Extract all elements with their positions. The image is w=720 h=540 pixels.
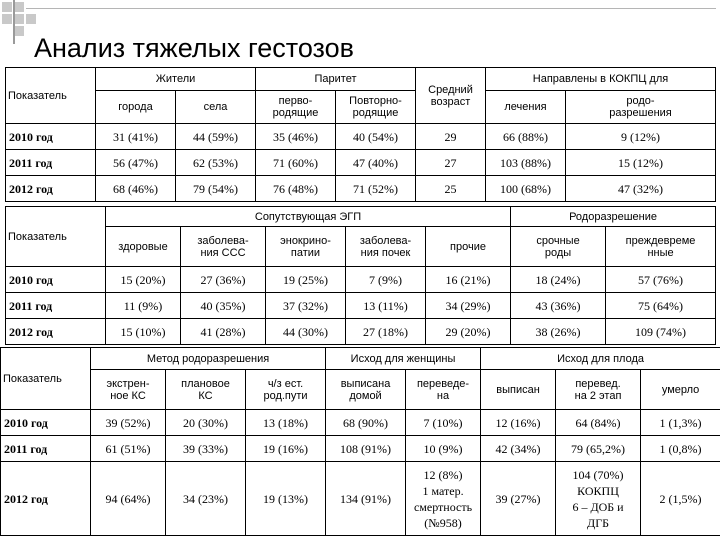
table-cell: 103 (88%): [486, 150, 566, 176]
table-cell: 71 (52%): [336, 176, 416, 202]
table3-group-maternal-outcome: Исход для женщины: [326, 348, 481, 370]
table-cell: 104 (70%) КОКПЦ 6 – ДОБ и ДГБ: [556, 462, 641, 536]
table-cell: 94 (64%): [91, 462, 166, 536]
row-label: 2010 год: [6, 267, 106, 293]
table-cell: 19 (16%): [246, 436, 326, 462]
table-cell: 37 (32%): [266, 293, 346, 319]
table-cell: 15 (10%): [106, 319, 181, 345]
table-cell: 13 (11%): [346, 293, 426, 319]
table2-subheader: преждевреме нные: [606, 227, 716, 267]
table-cell: 34 (29%): [426, 293, 511, 319]
table3-group-fetal-outcome: Исход для плода: [481, 348, 720, 370]
table3-subheader: выписан: [481, 370, 556, 410]
row-label: 2011 год: [6, 150, 96, 176]
table-cell: 16 (21%): [426, 267, 511, 293]
table-cell: 35 (46%): [256, 124, 336, 150]
table1-subheader: города: [96, 91, 176, 124]
table2-group-comorbidity: Сопутствующая ЭГП: [106, 207, 511, 227]
table3-subheader: переведе- на: [406, 370, 481, 410]
table3-label-header: Показатель: [1, 348, 91, 410]
table-cell: 39 (27%): [481, 462, 556, 536]
table-cell: 43 (36%): [511, 293, 606, 319]
table-cell: 39 (33%): [166, 436, 246, 462]
table-cell: 68 (46%): [96, 176, 176, 202]
table-row: [6, 124, 716, 150]
table3-subheader: умерло: [641, 370, 720, 410]
table3-subheader: перевед. на 2 этап: [556, 370, 641, 410]
table-cell: 47 (32%): [566, 176, 716, 202]
table-cell: 27 (18%): [346, 319, 426, 345]
table-cell: 31 (41%): [96, 124, 176, 150]
table-cell: 62 (53%): [176, 150, 256, 176]
table1-group-residents: Жители: [96, 68, 256, 91]
table-cell: 56 (47%): [96, 150, 176, 176]
table-cell: 15 (20%): [106, 267, 181, 293]
table3-subheader: выписана домой: [326, 370, 406, 410]
table-cell: 29 (20%): [426, 319, 511, 345]
table-cell: 15 (12%): [566, 150, 716, 176]
decor-horizontal-line: [26, 8, 716, 9]
table2-subheader: прочие: [426, 227, 511, 267]
table1-group-referred: Направлены в КОКПЦ для: [486, 68, 716, 91]
table-cell: 100 (68%): [486, 176, 566, 202]
row-label: 2011 год: [1, 436, 91, 462]
row-label: 2011 год: [6, 293, 106, 319]
table-cell: 42 (34%): [481, 436, 556, 462]
table3-subheader: экстрен- ное КС: [91, 370, 166, 410]
table1-group-parity: Паритет: [256, 68, 416, 91]
table-cell: 71 (60%): [256, 150, 336, 176]
table-cell: 18 (24%): [511, 267, 606, 293]
table1-subheader: перво- родящие: [256, 91, 336, 124]
table-row: [6, 176, 716, 202]
table-cell: 66 (88%): [486, 124, 566, 150]
row-label: 2010 год: [1, 410, 91, 436]
table-cell: 7 (10%): [406, 410, 481, 436]
table-cell: 9 (12%): [566, 124, 716, 150]
table-cell: 19 (25%): [266, 267, 346, 293]
table3-subheader: ч/з ест. род.пути: [246, 370, 326, 410]
table-cell: 68 (90%): [326, 410, 406, 436]
table-cell: 1 (0,8%): [641, 436, 720, 462]
table-cell: 25: [416, 176, 486, 202]
table-cell: 79 (65,2%): [556, 436, 641, 462]
table-cell: 57 (76%): [606, 267, 716, 293]
table1-subheader: лечения: [486, 91, 566, 124]
row-label: 2012 год: [1, 462, 91, 536]
table-cell: 27: [416, 150, 486, 176]
table-row: [6, 150, 716, 176]
table3-group-delivery-method: Метод родоразрешения: [91, 348, 326, 370]
table1-subheader: села: [176, 91, 256, 124]
table-cell: 7 (9%): [346, 267, 426, 293]
table2-label-header: Показатель: [6, 207, 106, 267]
table-cell: 76 (48%): [256, 176, 336, 202]
table-cell: 41 (28%): [181, 319, 266, 345]
table-cell: 39 (52%): [91, 410, 166, 436]
table-residence-parity-referral: [5, 67, 716, 202]
table-comorbidity-delivery: [5, 206, 716, 345]
table-cell: 44 (59%): [176, 124, 256, 150]
table-cell: 1 (1,3%): [641, 410, 720, 436]
table-cell: 108 (91%): [326, 436, 406, 462]
table1-label-header: Показатель: [6, 68, 96, 124]
table-row: [6, 293, 716, 319]
table1-subheader: Повторно- родящие: [336, 91, 416, 124]
table-cell: 19 (13%): [246, 462, 326, 536]
table2-subheader: срочные роды: [511, 227, 606, 267]
table-cell: 40 (35%): [181, 293, 266, 319]
table2-subheader: заболева- ния ССС: [181, 227, 266, 267]
table-cell: 27 (36%): [181, 267, 266, 293]
table-cell: 11 (9%): [106, 293, 181, 319]
table-cell: 79 (54%): [176, 176, 256, 202]
table-row: [1, 462, 720, 536]
page-title: Анализ тяжелых гестозов: [34, 33, 354, 63]
table-cell: 109 (74%): [606, 319, 716, 345]
table-cell: 47 (40%): [336, 150, 416, 176]
row-label: 2012 год: [6, 319, 106, 345]
table-row: [1, 436, 720, 462]
table1-average-age-header: Средний возраст: [416, 68, 486, 124]
table-cell: 20 (30%): [166, 410, 246, 436]
row-label: 2012 год: [6, 176, 96, 202]
table-cell: 34 (23%): [166, 462, 246, 536]
table-cell: 61 (51%): [91, 436, 166, 462]
table-row: [6, 319, 716, 345]
table3-subheader: плановое КС: [166, 370, 246, 410]
table-cell: 75 (64%): [606, 293, 716, 319]
table-cell: 2 (1,5%): [641, 462, 720, 536]
table-row: [1, 410, 720, 436]
table-cell: 13 (18%): [246, 410, 326, 436]
table-cell: 12 (8%) 1 матер. смертность (№958): [406, 462, 481, 536]
table2-subheader: энокрино- патии: [266, 227, 346, 267]
table-cell: 10 (9%): [406, 436, 481, 462]
table2-subheader: заболева- ния почек: [346, 227, 426, 267]
table-cell: 12 (16%): [481, 410, 556, 436]
table1-subheader: родо- разрешения: [566, 91, 716, 124]
table-cell: 29: [416, 124, 486, 150]
table-cell: 64 (84%): [556, 410, 641, 436]
table-cell: 40 (54%): [336, 124, 416, 150]
table2-group-delivery: Родоразрешение: [511, 207, 716, 227]
table-cell: 134 (91%): [326, 462, 406, 536]
row-label: 2010 год: [6, 124, 96, 150]
table-cell: 44 (30%): [266, 319, 346, 345]
table-delivery-outcomes: [0, 347, 720, 536]
decor-vertical-line: [13, 0, 15, 44]
table-cell: 38 (26%): [511, 319, 606, 345]
table-row: [6, 267, 716, 293]
table2-subheader: здоровые: [106, 227, 181, 267]
